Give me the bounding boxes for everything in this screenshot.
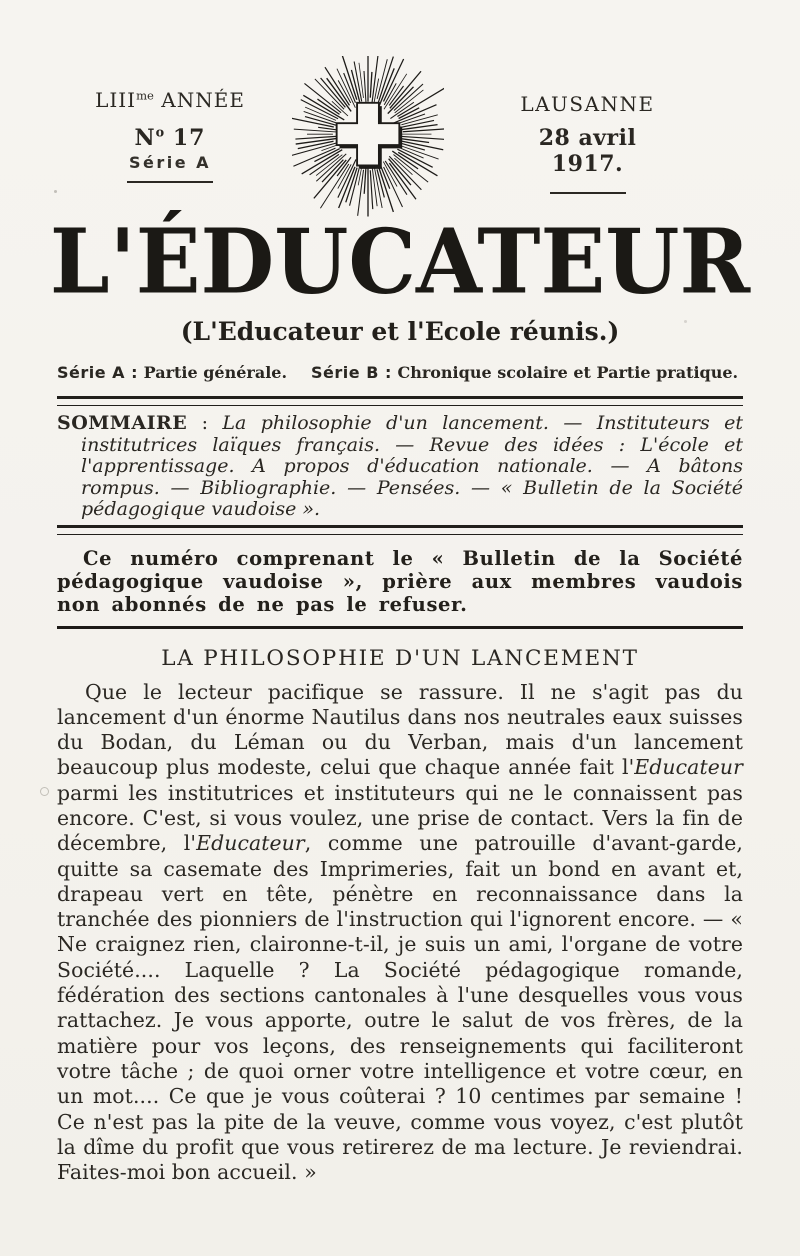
city-label: LAUSANNE (520, 92, 655, 116)
date-label: 28 avril 1917. (538, 125, 637, 177)
issue-rule (127, 181, 213, 183)
scan-speck (684, 320, 687, 323)
scan-speck (40, 787, 49, 796)
issue-info-left (95, 88, 245, 183)
volume-line: $LIII^{me}$ ANNÉE (95, 88, 245, 112)
summary-text (57, 413, 743, 521)
series-label: Série A (128, 153, 212, 172)
issue-header (0, 0, 800, 215)
article-title: LA PHILOSOPHIE D'UN LANCEMENT (161, 645, 639, 671)
summary-rule-bottom (57, 525, 743, 535)
series-b-label: Série B : (311, 363, 392, 382)
issue-number: $N^o$ 17 (134, 125, 206, 151)
summary-separator: : (187, 412, 223, 434)
scan-speck (54, 190, 57, 193)
summary-rule-top (57, 396, 743, 406)
summary-label: SOMMAIRE (57, 412, 188, 434)
series-info-line (57, 363, 743, 382)
swiss-cross-sunburst-icon (292, 56, 444, 222)
series-a-label: Série A : (57, 363, 139, 382)
section-divider-rule (57, 626, 743, 629)
series-a-text: Partie générale. (143, 363, 288, 382)
issue-info-right (505, 92, 670, 194)
summary-items: La philosophie d'un lancement. — Instituteurs et institutrices laïques français. — Revue des idées : L'école et l'apprentissage. A propos d'éducation nationale. — A bâtons rompus. — Bibliographie. — Pensées. — « Bulletin de la Société pédagogique vaudoise ». (81, 412, 744, 520)
masthead-title: L'ÉDUCATEUR (49, 209, 751, 315)
series-b-text: Chronique scolaire et Partie pratique. (397, 363, 739, 382)
masthead-subtitle: (L'Educateur et l'Ecole réunis.) (180, 317, 620, 346)
date-rule (550, 192, 626, 194)
circulation-notice: Ce numéro comprenant le « Bulletin de la Société pédagogique vaudoise », prière aux membres vaudois non abonnés de ne pas le refuser. (57, 546, 743, 616)
article-body: Que le lecteur pacifique se rassure. Il ne s'agit pas du lancement d'un énorme Nautilus dans nos neutrales eaux suisses du Bodan, du Léman ou du Verban, mais d'un lancement beaucoup plus modeste, celui que chaque année fait l'Educateur parmi les institutrices et instituteurs qui ne le connaissent pas encore. C'est, si vous voulez, une prise de contact. Vers la fin de décembre, l'Educateur, comme une patrouille d'avant-garde, quitte sa casemate des Imprimeries, fait un bond en avant et, drapeau vert en tête, pénètre en reconnaissance dans la tranchée des pionniers de l'instruction qui l'ignorent encore. — « Ne craignez rien, claironne-t-il, je suis un ami, l'organe de votre Société.... Laquelle ? La Société pédagogique romande, fédération des sections cantonales à l'une desquelles vous vous rattachez. Je vous apporte, outre le salut de vos frères, de la matière pour vos leçons, des renseignements qui faciliteront votre tâche ; de quoi orner votre intelligence et votre cœur, en un mot.... Ce que je vous coûterai ? 10 centimes par semaine ! Ce n'est pas la pite de la veuve, comme vous voyez, c'est plutôt la dîme du profit que vous retirerez de ma lecture. Je reviendrai. Faites-moi bon accueil. » (57, 679, 743, 1185)
